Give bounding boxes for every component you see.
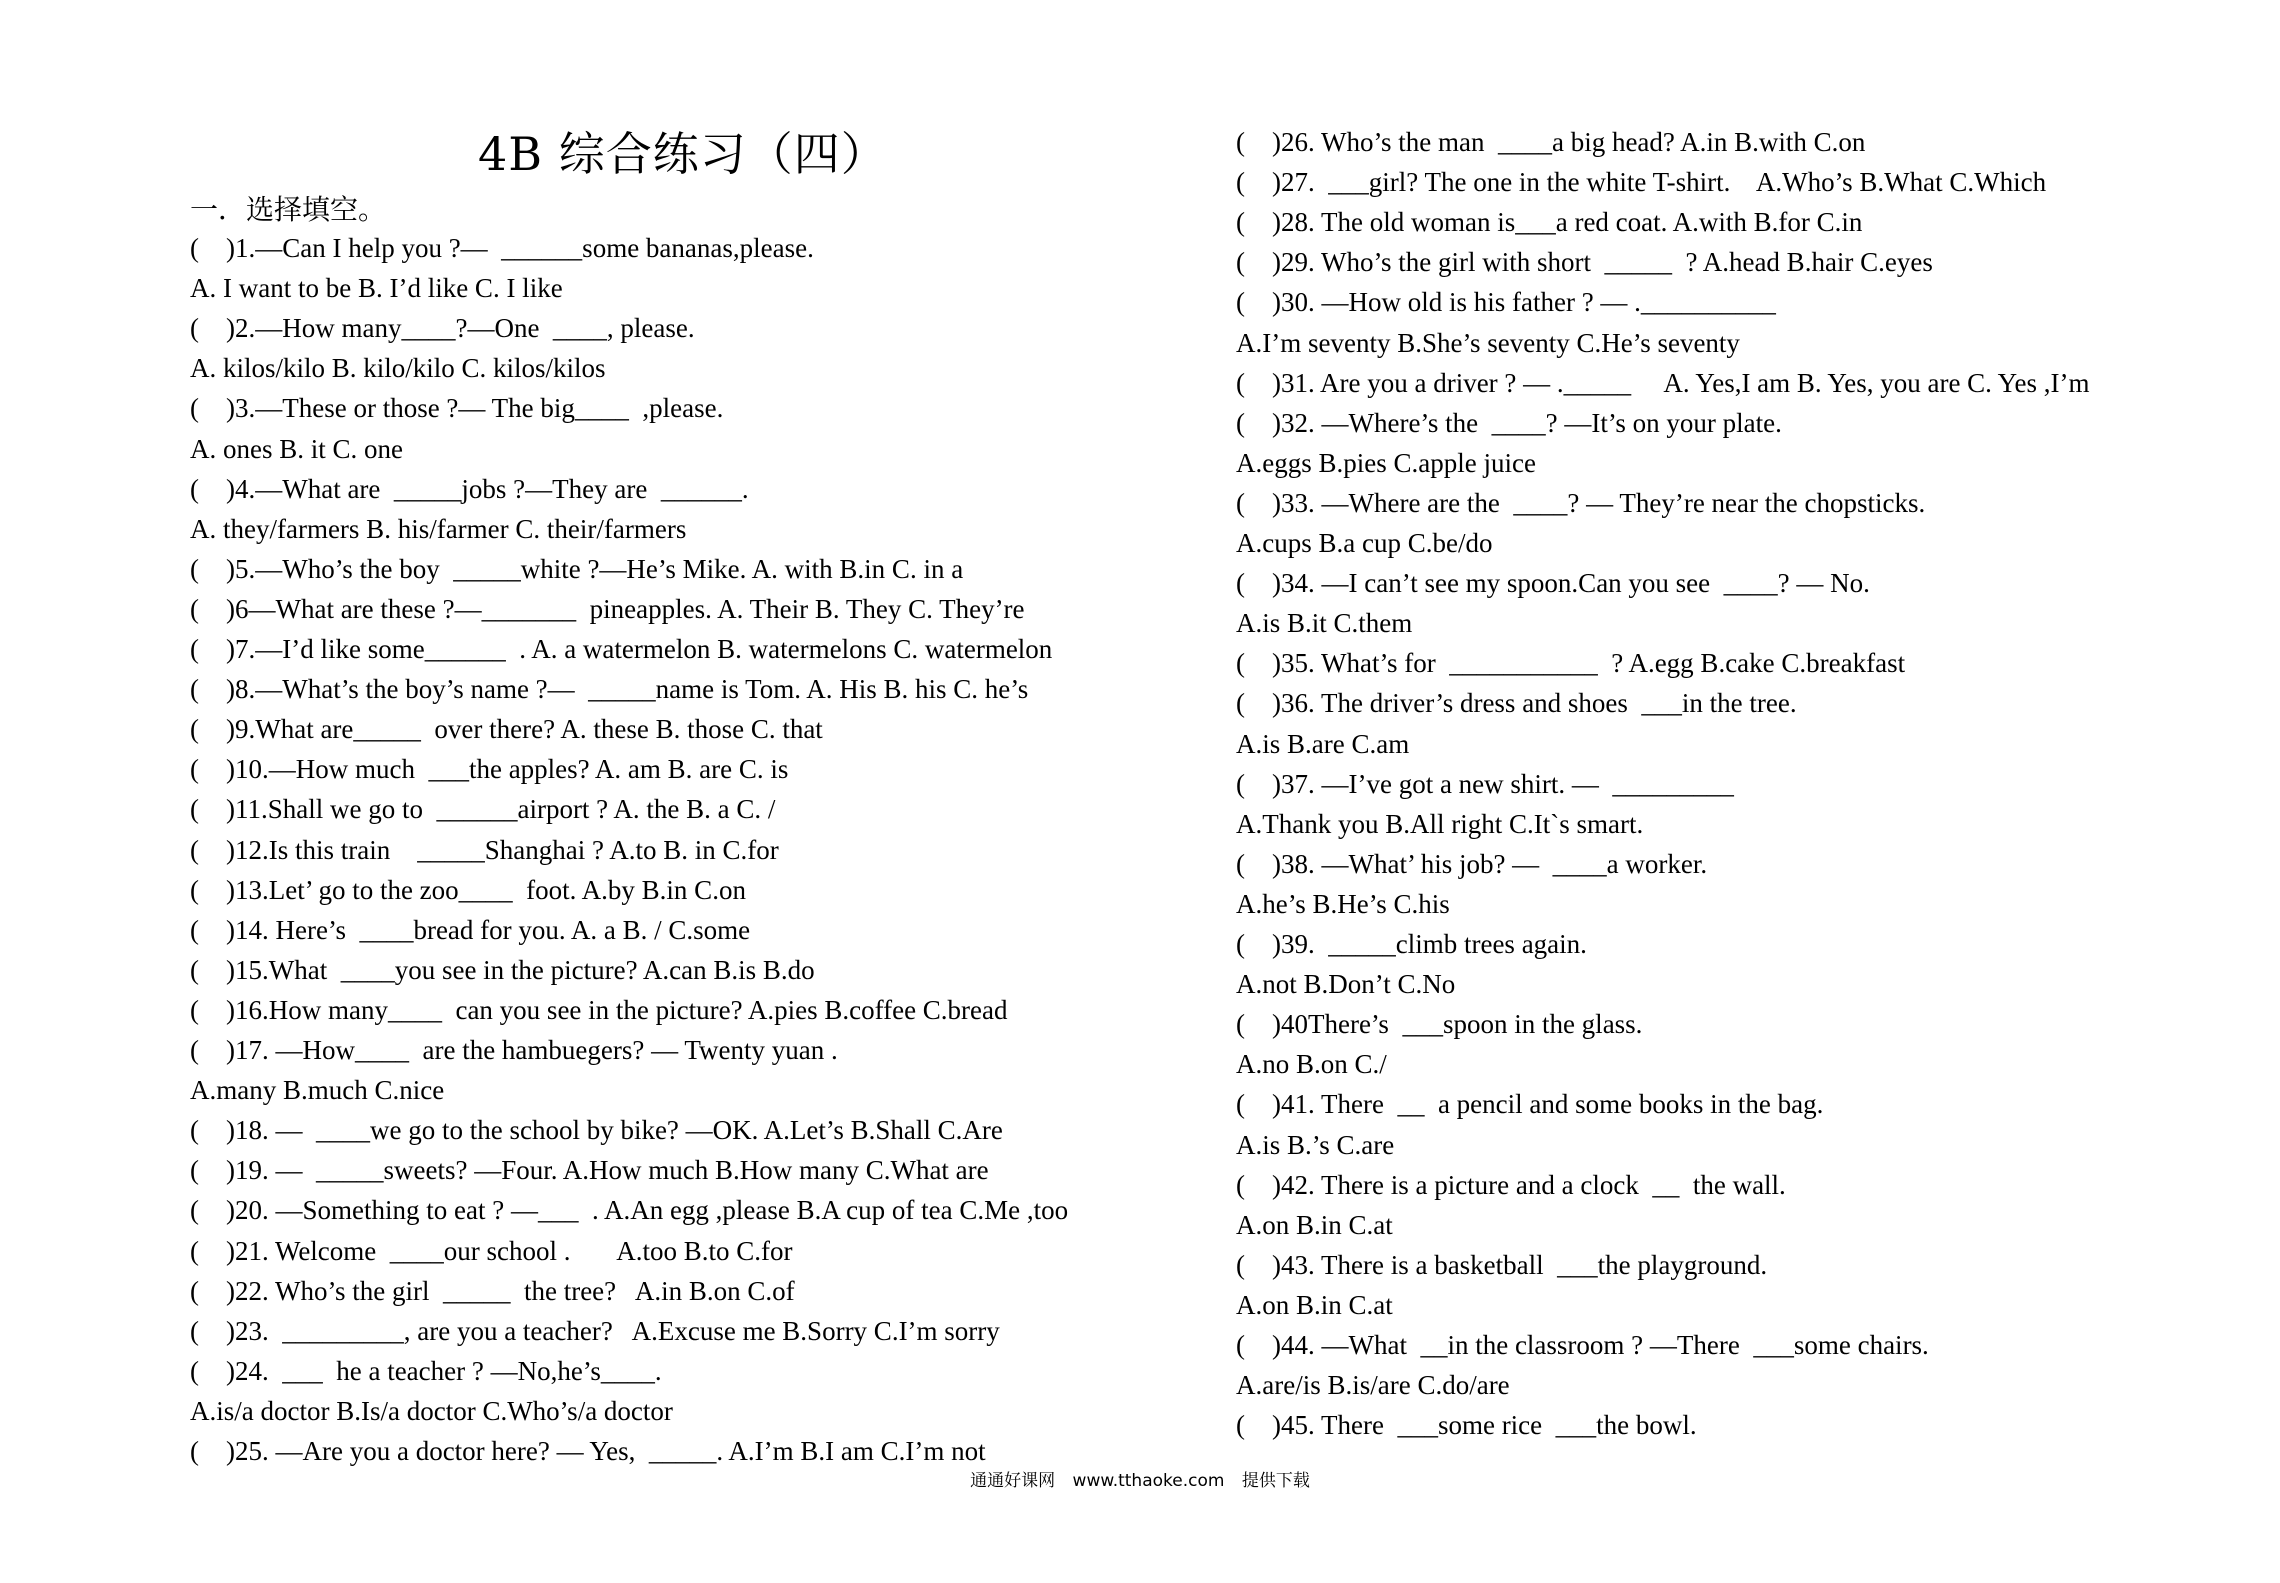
exercise-line: ( )3.—These or those ?— The big____ ,please. [190, 393, 724, 424]
exercise-line: ( )9.What are_____ over there? A. these B. those C. that [190, 714, 823, 745]
exercise-line: ( )7.—I’d like some______ . A. a watermelon B. watermelons C. watermelon [190, 634, 1053, 664]
exercise-line: ( )32. —Where’s the ____? —It’s on your plate. [1236, 407, 1782, 438]
exercise-line: ( )15.What ____you see in the picture? A.can B.is B.do [190, 954, 815, 985]
exercise-line: ( )21. Welcome ____our school . A.too B.to C.for [190, 1235, 793, 1266]
exercise-line: A.cups B.a cup C.be/do [1236, 528, 1493, 558]
exercise-line: A.Thank you B.All right C.It`s smart. [1236, 808, 1644, 839]
exercise-line: ( )38. —What’ his job? — ____a worker. [1236, 848, 1708, 879]
exercise-line: ( )14. Here’s ____bread for you. A. a B. / C.some [190, 914, 751, 945]
footer-note: 提供下载 [1241, 1471, 1310, 1491]
exercise-line: ( )40There’s ___spoon in the glass. [1236, 1009, 1643, 1040]
exercise-line: ( )36. The driver’s dress and shoes ___in the tree. [1236, 688, 1797, 719]
exercise-line: ( )11.Shall we go to ______airport ? A. the B. a C. / [190, 794, 776, 825]
exercise-line: ( )45. There ___some rice ___the bowl. [1236, 1410, 1697, 1441]
exercise-line: ( )8.—What’s the boy’s name ?— _____name is Tom. A. His B. his C. he’s [190, 674, 1029, 705]
exercise-line: ( )44. —What __in the classroom ? —There ___some chairs. [1236, 1330, 1929, 1360]
exercise-line: ( )2.—How many____?—One ____, please. [190, 313, 695, 344]
exercise-line: ( )26. Who’s the man ____a big head? A.in B.with C.on [1236, 127, 1866, 157]
exercise-line: ( )13.Let’ go to the zoo____ foot. A.by B.in C.on [190, 874, 746, 905]
exercise-line: ( )19. — _____sweets? —Four. A.How much B.How many C.What are [190, 1155, 989, 1186]
exercise-line: ( )27. ___girl? The one in the white T-shirt. A.Who’s B.What C.Which [1236, 167, 2047, 198]
footer-site-name: 通通好课网 [970, 1471, 1056, 1491]
exercise-line: A.no B.on C./ [1236, 1049, 1387, 1080]
exercise-line: A.he’s B.He’s C.his [1236, 888, 1450, 919]
exercise-line: ( )33. —Where are the ____? — They’re near the chopsticks. [1236, 487, 1926, 518]
exercise-line: A.not B.Don’t C.No [1236, 969, 1456, 1000]
exercise-line: ( )12.Is this train _____Shanghai ? A.to B. in C.for [190, 834, 779, 865]
exercise-line: ( )16.How many____ can you see in the picture? A.pies B.coffee C.bread [190, 994, 1008, 1025]
exercise-line: ( )4.—What are _____jobs ?—They are ______. [190, 473, 749, 504]
exercise-line: A.is B.’s C.are [1236, 1129, 1395, 1160]
exercise-line: ( )24. ___ he a teacher ? —No,he’s____. [190, 1355, 662, 1386]
exercise-line: ( )41. There __ a pencil and some books in the bag. [1236, 1089, 1824, 1120]
exercise-line: ( )5.—Who’s the boy _____white ?—He’s Mike. A. with B.in C. in a [190, 553, 964, 584]
exercise-line: A.is B.are C.am [1236, 728, 1410, 759]
exercise-line: A.is/a doctor B.Is/a doctor C.Who’s/a doctor [190, 1395, 673, 1426]
exercise-line: ( )43. There is a basketball ___the playground. [1236, 1249, 1768, 1280]
exercise-line: A. I want to be B. I’d like C. I like [190, 273, 563, 304]
exercise-line: ( )34. —I can’t see my spoon.Can you see ____? — No. [1236, 568, 1870, 599]
exercise-line: ( )23. _________, are you a teacher? A.Excuse me B.Sorry C.I’m sorry [190, 1315, 1000, 1346]
exercise-line: A.eggs B.pies C.apple juice [1236, 447, 1536, 478]
exercise-line: ( )18. — ____we go to the school by bike? —OK. A.Let’s B.Shall C.Are [190, 1115, 1003, 1146]
exercise-line: A.on B.in C.at [1236, 1209, 1393, 1240]
section-heading: 一．选择填空。 [190, 193, 387, 226]
footer [0, 1466, 2280, 1491]
exercise-line: ( )37. —I’ve got a new shirt. — _________ [1236, 768, 1734, 799]
exercise-line: ( )1.—Can I help you ?— ______some bananas,please. [190, 233, 814, 263]
exercise-line: ( )39. _____climb trees again. [1236, 929, 1587, 959]
exercise-line: ( )31. Are you a driver ? — ._____ A. Yes,I am B. Yes, you are C. Yes ,I’m [1236, 367, 2090, 398]
exercise-line: ( )22. Who’s the girl _____ the tree? A.in B.on C.of [190, 1275, 795, 1306]
exercise-line: ( )35. What’s for ___________ ? A.egg B.cake C.breakfast [1236, 648, 1906, 679]
exercise-line: ( )28. The old woman is___a red coat. A.with B.for C.in [1236, 207, 1863, 238]
exercise-line: ( )42. There is a picture and a clock __ the wall. [1236, 1169, 1786, 1200]
page-title: 4B 综合练习（四） [478, 127, 888, 181]
exercise-line: ( )25. —Are you a doctor here? — Yes, _____. A.I’m B.I am C.I’m not [190, 1436, 986, 1466]
footer-url: www.tthaoke.com [1072, 1471, 1225, 1491]
exercise-line: ( )30. —How old is his father ? — .__________ [1236, 287, 1776, 318]
exercise-line: A.I’m seventy B.She’s seventy C.He’s seventy [1236, 327, 1740, 358]
exercise-line: A. they/farmers B. his/farmer C. their/farmers [190, 513, 687, 544]
exercise-line: ( )29. Who’s the girl with short _____ ? A.head B.hair C.eyes [1236, 247, 1933, 278]
exercise-line: A.many B.much C.nice [190, 1075, 445, 1106]
exercise-line: ( )20. —Something to eat ? —___ . A.An egg ,please B.A cup of tea C.Me ,too [190, 1195, 1069, 1226]
exercise-line: A.is B.it C.them [1236, 608, 1413, 639]
exercise-line: ( )6—What are these ?—_______ pineapples. A. Their B. They C. They’re [190, 593, 1025, 624]
exercise-line: ( )17. —How____ are the hambuegers? — Twenty yuan . [190, 1035, 838, 1065]
exercise-line: ( )10.—How much ___the apples? A. am B. are C. is [190, 754, 789, 785]
exercise-line: A.are/is B.is/are C.do/are [1236, 1370, 1510, 1401]
exercise-line: A.on B.in C.at [1236, 1289, 1393, 1320]
exercise-line: A. kilos/kilo B. kilo/kilo C. kilos/kilos [190, 353, 606, 384]
exercise-line: A. ones B. it C. one [190, 433, 403, 464]
